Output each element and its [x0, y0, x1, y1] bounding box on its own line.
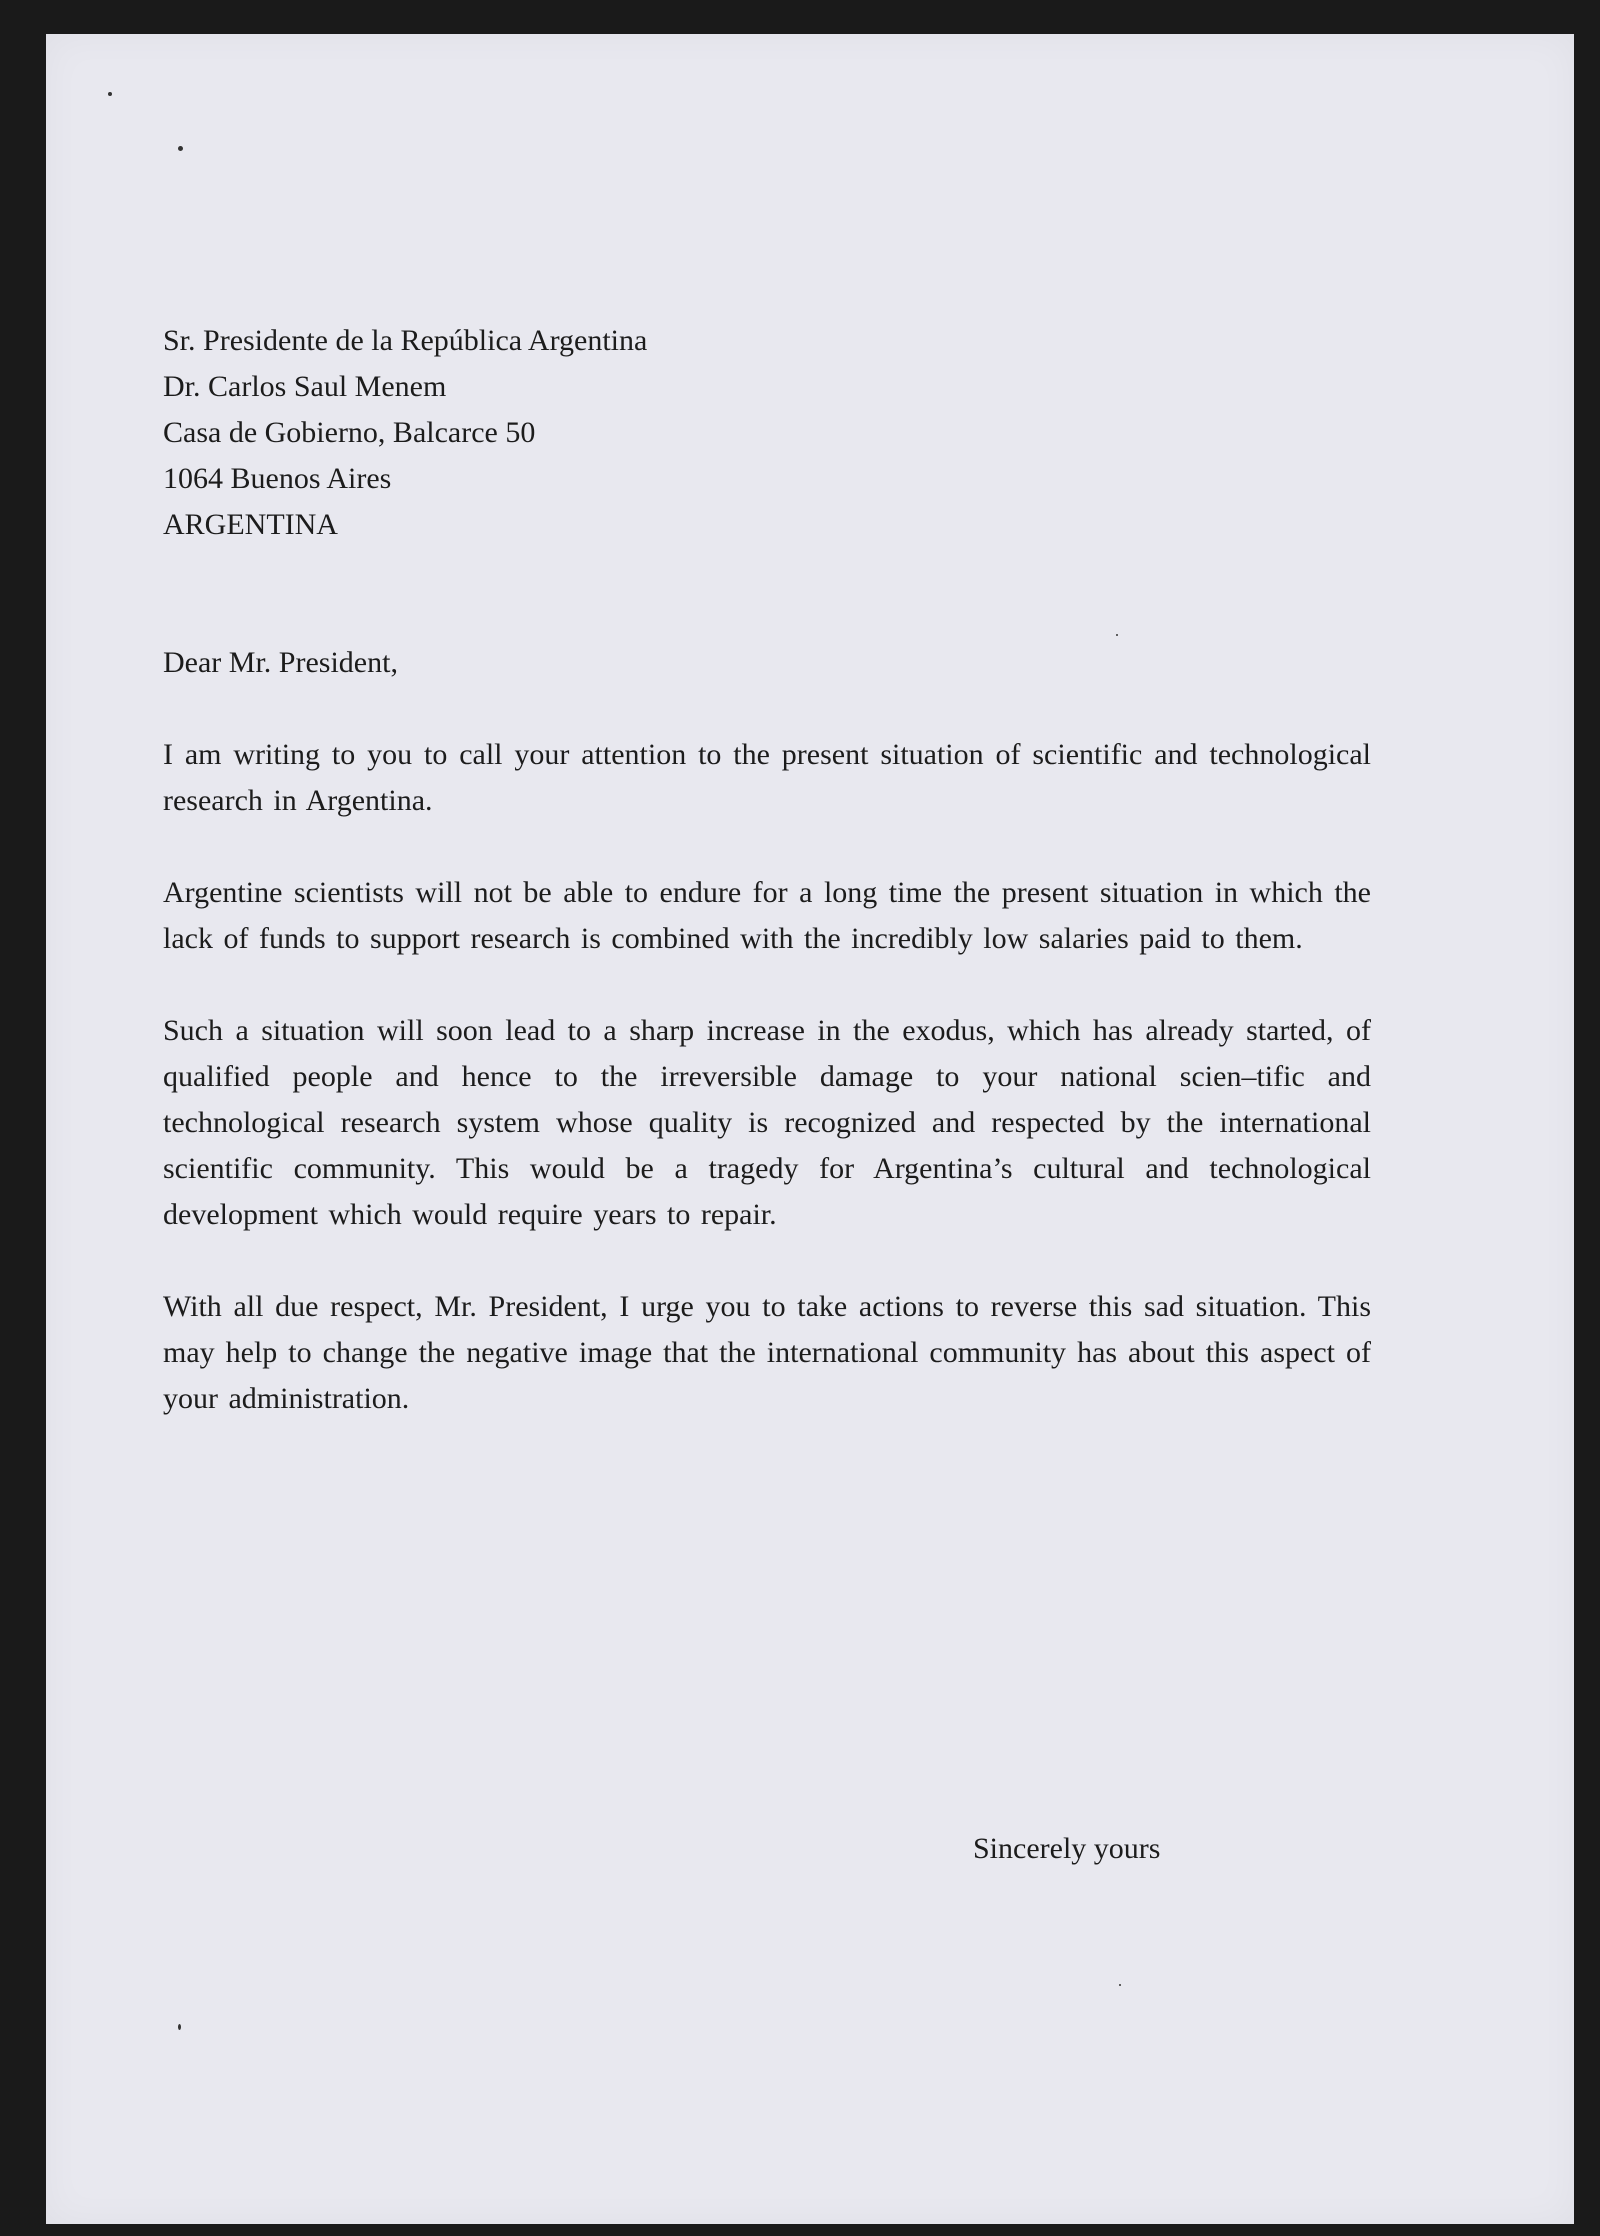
address-line-title: Sr. Presidente de la República Argentina [163, 324, 648, 357]
paper-speck [1119, 1984, 1121, 1986]
paragraph-3: Such a situation will soon lead to a sharp increase in the exodus, which has already started, of qualified people and hence to the irreversible damage to your national scien–tific and technological research system whose quality is recognized and respected by the international scientific community. This would be a tragedy for Argentina’s cultural and technological development which would require years to repair. [163, 1014, 1371, 1231]
letter-body [163, 318, 1371, 1865]
address-line-street: Casa de Gobierno, Balcarce 50 [163, 416, 536, 449]
paragraph-1: I am writing to you to call your attention to the present situation of scientific and technological research in Argentina. [163, 738, 1371, 817]
address-line-country: ARGENTINA [163, 508, 338, 541]
paper-speck [108, 92, 112, 96]
paper-speck [178, 2024, 181, 2030]
closing: Sincerely yours [973, 1832, 1161, 1865]
salutation: Dear Mr. President, [163, 646, 398, 679]
recipient-address [163, 318, 1371, 548]
address-line-name: Dr. Carlos Saul Menem [163, 370, 447, 403]
paper-speck [178, 146, 183, 151]
paragraph-4: With all due respect, Mr. President, I urge you to take actions to reverse this sad situation. This may help to change the negative image that the international community has about this aspect of your administration. [163, 1290, 1371, 1415]
paragraph-2: Argentine scientists will not be able to endure for a long time the present situation in which the lack of funds to support research is combined with the incredibly low salaries paid to them. [163, 876, 1371, 955]
address-line-city: 1064 Buenos Aires [163, 462, 392, 495]
